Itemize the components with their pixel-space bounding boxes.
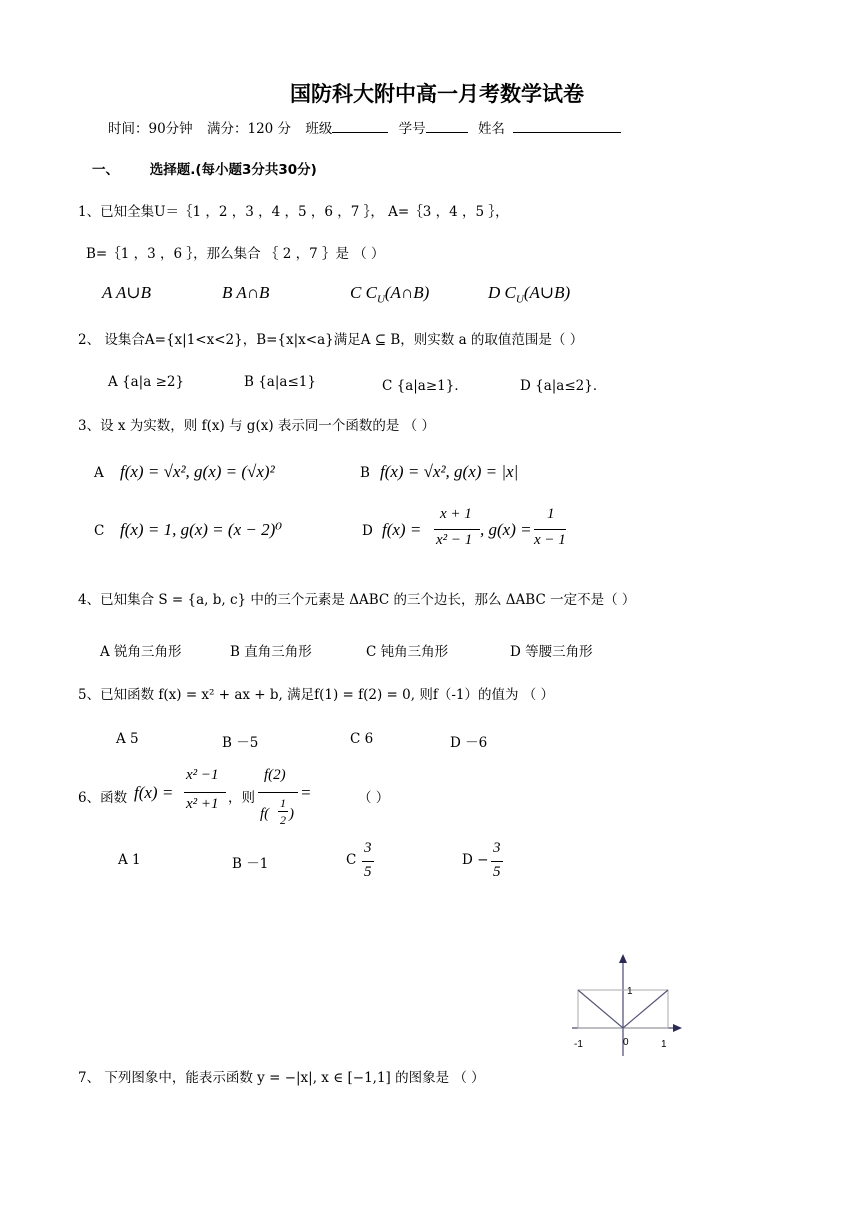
q3-option-d-num2: 1 <box>547 506 555 522</box>
q6-den2-num: 1 <box>280 796 286 810</box>
q5-option-d: D －6 <box>450 735 488 751</box>
q4-text: 4、已知集合 S = {a, b, c} 中的三个元素是 ΔABC 的三个边长，那么 ΔABC 一定不是（ ） <box>78 592 636 608</box>
q3-option-a-label: A <box>94 465 104 481</box>
score-info: 满分：120 分 <box>206 121 292 137</box>
q1-option-c-tail: (A∩B) <box>384 283 430 302</box>
graph-y-arrow <box>619 954 627 963</box>
q3-option-c: f(x) = 1, g(x) = (x − 2)⁰ <box>120 520 283 539</box>
q6-paren: （ ） <box>358 790 390 806</box>
name-label: 姓名 <box>477 121 505 137</box>
class-label: 班级 <box>305 121 333 137</box>
q6-then: ，则 <box>228 790 255 806</box>
q3-option-d-den1: x² − 1 <box>436 532 473 548</box>
time-info: 时间：90分钟 <box>108 121 193 137</box>
class-blank[interactable] <box>332 118 388 133</box>
q1-line2: B=｛1 ，3 ，6 ｝，那么集合 ｛ 2 ，7 ｝是 （ ） <box>86 246 385 262</box>
exam-header <box>108 117 621 137</box>
q2-option-b: B {a|a≤1} <box>244 374 316 390</box>
q3-option-b-label: B <box>360 465 370 481</box>
id-label: 学号 <box>398 121 426 137</box>
q6-option-a: A 1 <box>118 852 141 868</box>
graph-line-left <box>578 990 623 1028</box>
q6-option-c-num: 3 <box>364 840 372 856</box>
q1-option-c-main: C C <box>350 283 377 302</box>
page-title: 国防科大附中高一月考数学试卷 <box>290 82 584 106</box>
q1-option-d-main: D C <box>488 283 516 302</box>
q3-option-a: f(x) = √x², g(x) = (√x)² <box>120 462 275 481</box>
q3-option-c-label: C <box>94 523 105 539</box>
q1-option-b: B A∩B <box>222 283 270 302</box>
q1-option-c-sub: U <box>376 293 385 306</box>
graph-label-origin: 0 <box>623 1037 629 1048</box>
q3-option-d-num1: x + 1 <box>440 506 472 522</box>
q6-bar2 <box>258 792 298 793</box>
q6-num2: f(2) <box>264 767 286 783</box>
q4-option-b: B 直角三角形 <box>230 644 312 660</box>
name-blank[interactable] <box>513 118 621 133</box>
q6-den: x² +1 <box>186 796 219 812</box>
q6-pre: 6、函数 <box>78 790 128 806</box>
graph-label-x1: 1 <box>661 1039 667 1050</box>
q5-option-c: C 6 <box>350 731 374 747</box>
q6-option-b: B －1 <box>232 856 269 872</box>
q6-option-c-label: C <box>346 852 357 868</box>
q1-option-d <box>488 283 570 305</box>
graph-x-arrow <box>673 1024 682 1032</box>
q2-option-a: A {a|a ≥2} <box>108 374 185 390</box>
section-title: 选择题.(每小题3分共30分) <box>149 162 317 178</box>
q3-option-d-bar2 <box>534 529 566 530</box>
q6-option-d-bar <box>491 861 503 862</box>
section-number: 一、 <box>92 162 119 178</box>
q6-den2-post: ) <box>289 806 294 822</box>
q6-eq: = <box>300 783 312 802</box>
q1-option-a: A A∪B <box>102 283 152 302</box>
q6-option-d-label: D − <box>462 852 489 868</box>
q1-option-d-sub: U <box>515 293 524 306</box>
q6-option-d-den: 5 <box>493 864 501 880</box>
q4-option-c: C 钝角三角形 <box>366 644 449 660</box>
q6-option-c-den: 5 <box>364 864 372 880</box>
q6-option-d-num: 3 <box>493 840 501 856</box>
q4-option-a: A 锐角三角形 <box>100 644 182 660</box>
q6-den2-bar <box>278 811 288 812</box>
q6-option-c-bar <box>362 861 374 862</box>
graph-label-neg1: -1 <box>574 1039 583 1050</box>
q3-option-d-bar1 <box>434 529 480 530</box>
section-heading <box>92 158 317 178</box>
q2-option-d: D {a|a≤2}． <box>520 378 607 394</box>
q1-line1: 1、已知全集U＝｛1 ，2 ，3 ，4 ，5 ，6 ，7 ｝， A=｛3 ，4 ，5 ｝， <box>78 204 509 220</box>
q6-bar <box>184 792 226 793</box>
q3-option-d-den2: x − 1 <box>534 532 566 548</box>
q6-den2-den: 2 <box>280 813 286 827</box>
q5-text: 5、已知函数 f(x) = x² + ax + b, 满足f(1) = f(2) = 0, 则f（-1）的值为 （ ） <box>78 687 555 703</box>
q5-option-a: A 5 <box>116 731 139 747</box>
q3-option-d-label: D <box>362 523 373 539</box>
graph-label-y1: 1 <box>627 986 633 997</box>
function-graph <box>560 950 690 1062</box>
q3-option-d-pre: f(x) = <box>382 520 422 539</box>
q1-option-c <box>350 283 429 305</box>
q6-den2-pre: f( <box>260 806 270 822</box>
q2-option-c: C {a|a≥1}． <box>382 378 468 394</box>
q1-option-d-tail: (A∪B) <box>523 283 571 302</box>
q3-option-b: f(x) = √x², g(x) = |x| <box>380 462 519 481</box>
q2-text: 2、 设集合A={x|1<x<2}，B={x|x<a}满足A ⊆ B，则实数 a 的取值范围是（ ） <box>78 332 584 348</box>
q5-option-b: B －5 <box>222 735 259 751</box>
q6-num: x² −1 <box>186 767 219 783</box>
id-blank[interactable] <box>426 118 468 133</box>
q4-option-d: D 等腰三角形 <box>510 644 593 660</box>
q3-option-d-mid: , g(x) = <box>480 520 532 539</box>
q6-fx: f(x) = <box>134 783 174 802</box>
q7-text: 7、 下列图象中，能表示函数 y = −|x|, x ∈ [−1,1] 的图象是 （ ） <box>78 1070 485 1086</box>
q3-text: 3、设 x 为实数，则 f(x) 与 g(x) 表示同一个函数的是 （ ） <box>78 418 435 434</box>
